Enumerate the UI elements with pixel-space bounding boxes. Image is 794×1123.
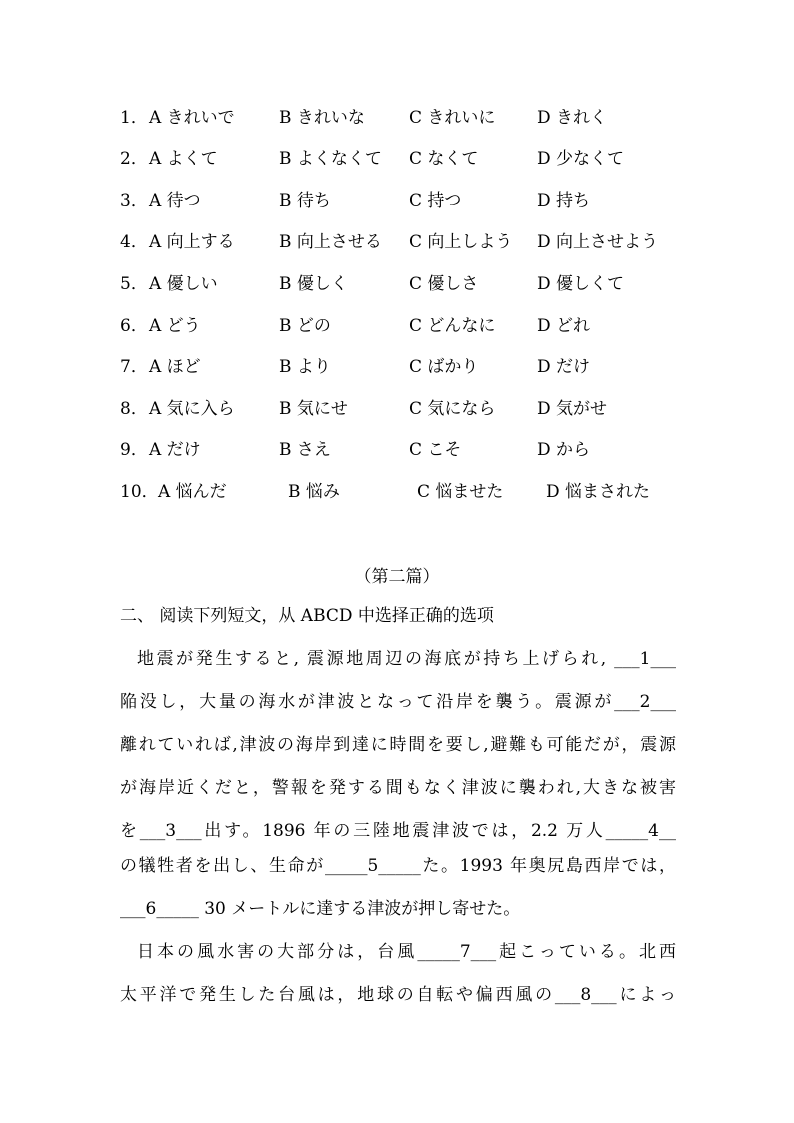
option-row-5: [0, 269, 794, 299]
option-b: B 悩み: [288, 482, 340, 502]
option-b: B 気にせ: [279, 399, 348, 419]
passage-line: が海岸近くだと，警報を発する間もなく津波に襲われ,大きな被害: [120, 778, 676, 798]
option-row-9: [0, 435, 794, 465]
passage-line: の犠牲者を出し、生命が_____5_____た。1993 年奥尻島西岸では，: [120, 856, 676, 876]
option-b: B 優しく: [279, 274, 348, 294]
question-number: 2．: [120, 149, 148, 169]
passage-line: 地震が発生すると, 震源地周辺の海底が持ち上げられ, ___1___: [137, 649, 676, 669]
option-d: D どれ: [537, 316, 591, 336]
option-a: A きれいで: [149, 108, 235, 128]
passage-line: を___3___出す。1896 年の三陸地震津波では，2.2 万人_____4__: [120, 821, 676, 841]
option-c: C 気になら: [409, 399, 496, 419]
passage-line: 太平洋で発生した台風は，地球の自転や偏西風の___8___によっ: [120, 985, 676, 1005]
option-d: D きれく: [537, 108, 608, 128]
question-number: 1．: [120, 108, 148, 128]
option-b: B より: [279, 357, 331, 377]
option-d: D から: [537, 440, 591, 460]
option-a: A よくて: [149, 149, 218, 169]
option-d: D 持ち: [537, 191, 591, 211]
option-a: A 気に入ら: [149, 399, 235, 419]
passage-line: ___6_____ 30 メートルに達する津波が押し寄せた。: [120, 899, 521, 919]
option-b: B 待ち: [279, 191, 331, 211]
passage-line: 陥没し，大量の海水が津波となって沿岸を襲う。震源が___2___: [120, 692, 676, 712]
question-number: 9．: [120, 440, 148, 460]
option-c: C 悩ませた: [417, 482, 504, 502]
option-c: C 向上しよう: [409, 232, 513, 252]
option-c: C 持つ: [409, 191, 462, 211]
option-b: B どの: [279, 316, 331, 336]
question-number: 7．: [120, 357, 148, 377]
option-d: D 少なくて: [537, 149, 625, 169]
option-c: C ばかり: [409, 357, 479, 377]
option-row-2: [0, 144, 794, 174]
section-instruction: 二、 阅读下列短文，从 ABCD 中选择正确的选项: [120, 606, 494, 626]
question-number: 10．: [120, 482, 159, 502]
option-d: D 優しくて: [537, 274, 625, 294]
option-b: B さえ: [279, 440, 331, 460]
option-c: C なくて: [409, 149, 479, 169]
option-row-6: [0, 311, 794, 341]
passage-line: 日本の風水害の大部分は，台風_____7___起こっている。北西: [137, 942, 676, 962]
option-b: B 向上させる: [279, 232, 382, 252]
option-b: B よくなくて: [279, 149, 382, 169]
option-row-3: [0, 186, 794, 216]
question-number: 5．: [120, 274, 148, 294]
option-row-4: [0, 227, 794, 257]
question-number: 4．: [120, 232, 148, 252]
option-c: C どんなに: [409, 316, 496, 336]
option-d: D だけ: [537, 357, 591, 377]
option-row-7: [0, 352, 794, 382]
section-title: （第二篇）: [354, 567, 440, 587]
option-a: A 悩んだ: [158, 482, 227, 502]
option-c: C こそ: [409, 440, 462, 460]
option-d: D 向上させよう: [537, 232, 659, 252]
option-c: C 優しさ: [409, 274, 479, 294]
option-a: A 待つ: [149, 191, 201, 211]
passage-line: 離れていれば,津波の海岸到達に時間を要し,避難も可能だが，震源: [120, 735, 676, 755]
question-number: 3．: [120, 191, 148, 211]
question-number: 8．: [120, 399, 148, 419]
option-b: B きれいな: [279, 108, 365, 128]
option-row-10: [0, 477, 794, 507]
option-row-8: [0, 394, 794, 424]
question-number: 6．: [120, 316, 148, 336]
option-d: D 悩まされた: [546, 482, 651, 502]
option-d: D 気がせ: [537, 399, 608, 419]
option-a: A 向上する: [149, 232, 235, 252]
option-a: A 優しい: [149, 274, 218, 294]
option-a: A ほど: [149, 357, 201, 377]
option-c: C きれいに: [409, 108, 496, 128]
option-a: A どう: [149, 316, 201, 336]
option-a: A だけ: [149, 440, 201, 460]
option-row-1: [0, 103, 794, 133]
